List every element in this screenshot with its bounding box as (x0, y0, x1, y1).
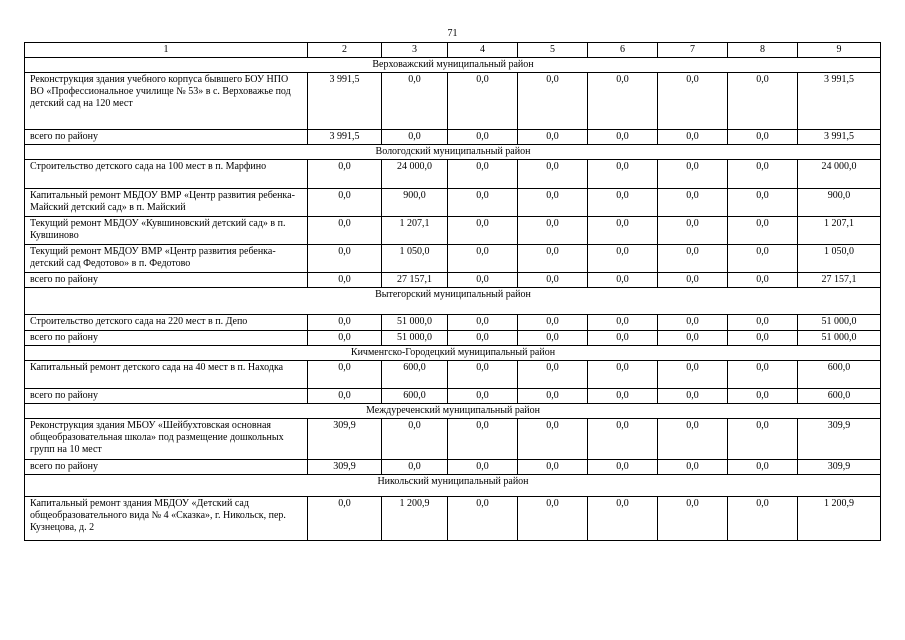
amount-cell: 900,0 (382, 189, 448, 217)
amount-cell: 0,0 (588, 315, 658, 331)
amount-cell: 0,0 (588, 217, 658, 245)
amount-cell: 0,0 (382, 73, 448, 130)
page-number: 71 (447, 28, 458, 39)
amount-cell: 0,0 (658, 460, 728, 475)
amount-cell: 1 200,9 (798, 497, 881, 541)
amount-cell: 0,0 (448, 361, 518, 389)
amount-cell: 600,0 (382, 361, 448, 389)
table-row (25, 160, 881, 189)
amount-cell: 0,0 (728, 189, 798, 217)
amount-cell: 0,0 (448, 273, 518, 288)
amount-cell: 0,0 (448, 130, 518, 145)
amount-cell: 0,0 (448, 189, 518, 217)
table-row (25, 130, 881, 145)
amount-cell: 0,0 (728, 361, 798, 389)
column-number: 4 (448, 43, 518, 58)
amount-cell: 0,0 (518, 389, 588, 404)
amount-cell: 0,0 (728, 331, 798, 346)
amount-cell: 0,0 (658, 189, 728, 217)
table-row (25, 460, 881, 475)
amount-cell: 0,0 (658, 389, 728, 404)
amount-cell: 0,0 (448, 245, 518, 273)
district-title: Кичменгско-Городецкий муниципальный район (25, 346, 881, 361)
table-row (25, 497, 881, 541)
amount-cell: 0,0 (658, 419, 728, 460)
district-title: Вытегорский муниципальный район (25, 288, 881, 315)
amount-cell: 0,0 (308, 389, 382, 404)
amount-cell: 0,0 (728, 73, 798, 130)
object-name: Реконструкция здания МБОУ «Шейбухтовская основная общеобразовательная школа» под размещение дошкольных групп на 10 мест (25, 419, 308, 460)
district-title: Верховажский муниципальный район (25, 58, 881, 73)
amount-cell: 0,0 (728, 160, 798, 189)
amount-cell: 3 991,5 (798, 130, 881, 145)
object-name: Капитальный ремонт МБДОУ ВМР «Центр развития ребенка-Майский детский сад» в п. Майский (25, 189, 308, 217)
column-number: 5 (518, 43, 588, 58)
amount-cell: 0,0 (518, 245, 588, 273)
table-row (25, 419, 881, 460)
amount-cell: 0,0 (658, 130, 728, 145)
district-section-row (25, 346, 881, 361)
amount-cell: 0,0 (588, 245, 658, 273)
amount-cell: 0,0 (658, 160, 728, 189)
amount-cell: 1 207,1 (798, 217, 881, 245)
amount-cell: 309,9 (798, 460, 881, 475)
amount-cell: 0,0 (658, 273, 728, 288)
amount-cell: 309,9 (308, 460, 382, 475)
object-name: Строительство детского сада на 220 мест в п. Депо (25, 315, 308, 331)
object-name: Реконструкция здания учебного корпуса бывшего БОУ НПО ВО «Профессиональное училище № 53» в с. Верховажье под детский сад на 120 мест (25, 73, 308, 130)
amount-cell: 0,0 (728, 419, 798, 460)
amount-cell: 0,0 (728, 245, 798, 273)
amount-cell: 0,0 (728, 217, 798, 245)
amount-cell: 0,0 (728, 389, 798, 404)
column-number: 8 (728, 43, 798, 58)
amount-cell: 0,0 (448, 217, 518, 245)
amount-cell: 51 000,0 (382, 315, 448, 331)
table-row (25, 273, 881, 288)
amount-cell: 0,0 (448, 73, 518, 130)
amount-cell: 0,0 (588, 331, 658, 346)
table-row (25, 331, 881, 346)
amount-cell: 0,0 (308, 217, 382, 245)
amount-cell: 309,9 (308, 419, 382, 460)
amount-cell: 0,0 (448, 331, 518, 346)
amount-cell: 0,0 (588, 73, 658, 130)
amount-cell: 0,0 (308, 245, 382, 273)
amount-cell: 0,0 (658, 245, 728, 273)
amount-cell: 0,0 (588, 189, 658, 217)
amount-cell: 24 000,0 (382, 160, 448, 189)
amount-cell: 0,0 (518, 130, 588, 145)
amount-cell: 0,0 (518, 160, 588, 189)
amount-cell: 0,0 (382, 419, 448, 460)
table-row (25, 315, 881, 331)
district-title: Никольский муниципальный район (25, 475, 881, 497)
object-name: всего по району (25, 130, 308, 145)
amount-cell: 0,0 (588, 389, 658, 404)
amount-cell: 51 000,0 (382, 331, 448, 346)
amount-cell: 0,0 (518, 217, 588, 245)
object-name: Текущий ремонт МБДОУ «Кувшиновский детский сад» в п. Кувшиново (25, 217, 308, 245)
amount-cell: 0,0 (518, 460, 588, 475)
amount-cell: 600,0 (382, 389, 448, 404)
column-number: 1 (25, 43, 308, 58)
amount-cell: 0,0 (728, 130, 798, 145)
amount-cell: 0,0 (658, 217, 728, 245)
amount-cell: 0,0 (588, 130, 658, 145)
amount-cell: 0,0 (728, 460, 798, 475)
district-title: Вологодский муниципальный район (25, 145, 881, 160)
table-row (25, 189, 881, 217)
amount-cell: 0,0 (448, 389, 518, 404)
amount-cell: 0,0 (518, 419, 588, 460)
object-name: всего по району (25, 331, 308, 346)
amount-cell: 0,0 (382, 460, 448, 475)
amount-cell: 1 050,0 (382, 245, 448, 273)
amount-cell: 3 991,5 (798, 73, 881, 130)
amount-cell: 600,0 (798, 361, 881, 389)
amount-cell: 0,0 (448, 460, 518, 475)
object-name: всего по району (25, 273, 308, 288)
amount-cell: 0,0 (588, 273, 658, 288)
amount-cell: 0,0 (308, 273, 382, 288)
district-title: Междуреченский муниципальный район (25, 404, 881, 419)
column-number: 9 (798, 43, 881, 58)
amount-cell: 0,0 (308, 497, 382, 541)
table-row (25, 389, 881, 404)
amount-cell: 0,0 (308, 160, 382, 189)
amount-cell: 0,0 (588, 419, 658, 460)
district-section-row (25, 288, 881, 315)
column-number: 2 (308, 43, 382, 58)
budget-table (24, 42, 881, 541)
amount-cell: 0,0 (658, 73, 728, 130)
column-number: 7 (658, 43, 728, 58)
amount-cell: 3 991,5 (308, 73, 382, 130)
amount-cell: 51 000,0 (798, 315, 881, 331)
amount-cell: 27 157,1 (382, 273, 448, 288)
table-row (25, 217, 881, 245)
column-number: 3 (382, 43, 448, 58)
amount-cell: 0,0 (658, 315, 728, 331)
amount-cell: 0,0 (448, 315, 518, 331)
amount-cell: 0,0 (728, 273, 798, 288)
amount-cell: 309,9 (798, 419, 881, 460)
column-number: 6 (588, 43, 658, 58)
amount-cell: 0,0 (658, 331, 728, 346)
object-name: всего по району (25, 460, 308, 475)
object-name: Капитальный ремонт здания МБДОУ «Детский сад общеобразовательного вида № 4 «Сказка», г. Никольск, пер. Кузнецова, д. 2 (25, 497, 308, 541)
amount-cell: 0,0 (658, 361, 728, 389)
column-number-row (25, 43, 881, 58)
amount-cell: 3 991,5 (308, 130, 382, 145)
amount-cell: 0,0 (588, 361, 658, 389)
amount-cell: 24 000,0 (798, 160, 881, 189)
amount-cell: 0,0 (518, 189, 588, 217)
district-section-row (25, 58, 881, 73)
amount-cell: 0,0 (658, 497, 728, 541)
amount-cell: 1 207,1 (382, 217, 448, 245)
amount-cell: 0,0 (518, 315, 588, 331)
amount-cell: 1 050,0 (798, 245, 881, 273)
amount-cell: 900,0 (798, 189, 881, 217)
amount-cell: 0,0 (308, 361, 382, 389)
amount-cell: 0,0 (518, 331, 588, 346)
object-name: Текущий ремонт МБДОУ ВМР «Центр развития ребенка-детский сад Федотово» в п. Федотово (25, 245, 308, 273)
amount-cell: 0,0 (728, 315, 798, 331)
amount-cell: 600,0 (798, 389, 881, 404)
amount-cell: 0,0 (728, 497, 798, 541)
amount-cell: 0,0 (448, 419, 518, 460)
amount-cell: 0,0 (308, 189, 382, 217)
district-section-row (25, 145, 881, 160)
object-name: Строительство детского сада на 100 мест в п. Марфино (25, 160, 308, 189)
amount-cell: 51 000,0 (798, 331, 881, 346)
amount-cell: 0,0 (588, 460, 658, 475)
district-section-row (25, 404, 881, 419)
amount-cell: 0,0 (588, 160, 658, 189)
object-name: Капитальный ремонт детского сада на 40 мест в п. Находка (25, 361, 308, 389)
amount-cell: 0,0 (518, 273, 588, 288)
table-row (25, 245, 881, 273)
amount-cell: 0,0 (588, 497, 658, 541)
amount-cell: 1 200,9 (382, 497, 448, 541)
amount-cell: 0,0 (382, 130, 448, 145)
amount-cell: 0,0 (518, 361, 588, 389)
amount-cell: 0,0 (448, 160, 518, 189)
object-name: всего по району (25, 389, 308, 404)
table-row (25, 361, 881, 389)
amount-cell: 0,0 (518, 73, 588, 130)
amount-cell: 0,0 (448, 497, 518, 541)
amount-cell: 0,0 (308, 331, 382, 346)
table-row (25, 73, 881, 130)
district-section-row (25, 475, 881, 497)
amount-cell: 0,0 (308, 315, 382, 331)
amount-cell: 27 157,1 (798, 273, 881, 288)
amount-cell: 0,0 (518, 497, 588, 541)
